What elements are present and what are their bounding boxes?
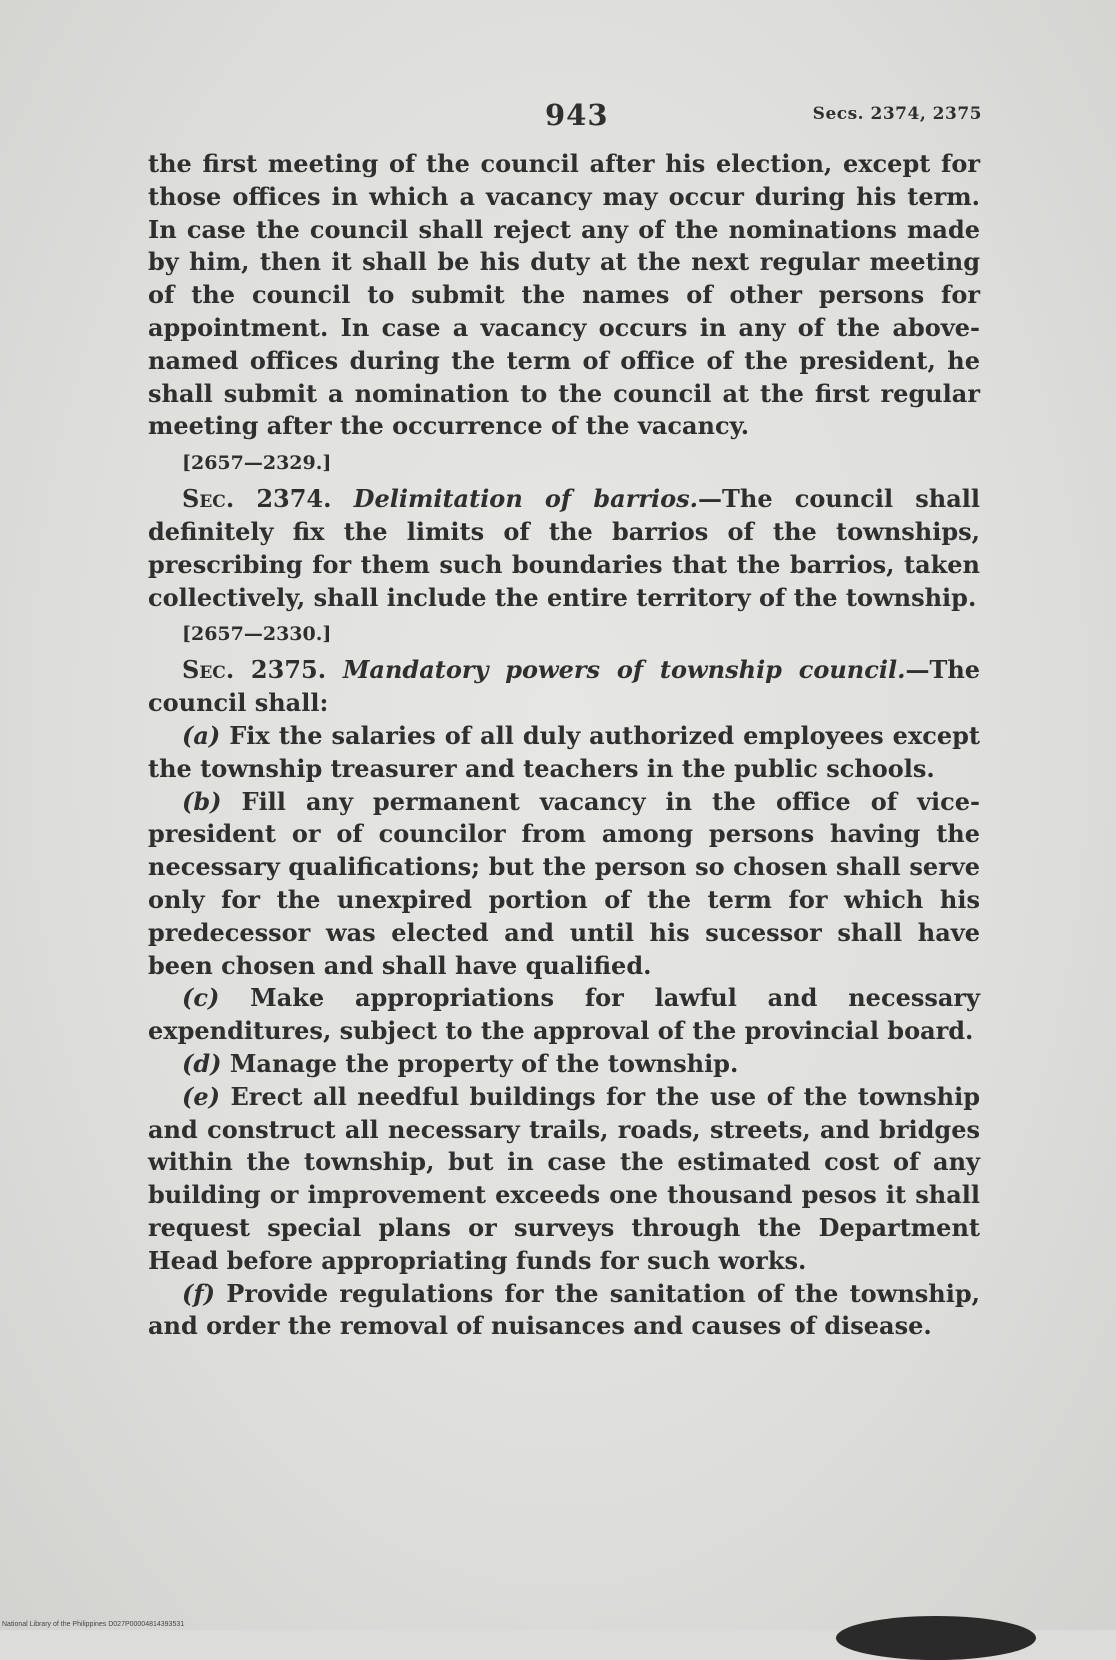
section-2375: [148, 654, 980, 720]
clause-text: Manage the property of the township.: [221, 1048, 739, 1078]
citation-2374: [2657—2329.]: [182, 452, 332, 475]
clause-letter: (e): [182, 1081, 220, 1111]
clause-text: Make appropriations for lawful and necessary expenditures, subject to the approval of the provincial board.: [148, 983, 980, 1046]
clause-a: [148, 720, 980, 786]
clause-letter: (b): [182, 786, 222, 816]
section-caption: Delimitation of barrios.: [353, 484, 699, 514]
clause-text: Provide regulations for the sanitation of the township, and order the removal of nuisances and causes of disease.: [148, 1278, 980, 1341]
section-caption: Mandatory powers of township council.: [342, 655, 906, 685]
citation-2375: [2657—2330.]: [182, 623, 332, 646]
clause-letter: (d): [182, 1048, 222, 1078]
clause-e: [148, 1081, 980, 1278]
clause-f: [148, 1278, 980, 1344]
page-number: 943: [545, 98, 609, 132]
clause-letter: (f): [182, 1278, 216, 1308]
clause-b: [148, 786, 980, 983]
page-edge-shadow: [836, 1616, 1036, 1660]
clause-text: Erect all needful buildings for the use of the township and construct all necessary trails, roads, streets, and bridges within the township, but in case the estimated cost of any building or improvement exceeds one thousand pesos it shall request special plans or surveys through the Department Head before appropriating funds for such works.: [148, 1081, 980, 1275]
running-header: [0, 98, 1116, 138]
page-body: [148, 148, 980, 1343]
section-number: Sec. 2375.: [182, 655, 327, 685]
clause-letter: (a): [182, 720, 221, 750]
continuation-paragraph: the first meeting of the council after his election, except for those offices in which a vacancy may occur during his term. In case the council shall reject any of the nominations made by him, then it shall be his duty at the next regular meeting of the council to submit the names of other persons for appointment. In case a vacancy occurs in any of the above-named offices during the term of office of the president, he shall submit a nomination to the council at the first regular meeting after the occurrence of the vacancy.: [148, 149, 980, 441]
clause-c: [148, 982, 980, 1048]
section-2374: [148, 483, 980, 614]
clause-d: [148, 1048, 980, 1081]
section-text: —The council shall:: [148, 655, 981, 718]
section-number: Sec. 2374.: [182, 484, 332, 514]
archive-credit: National Library of the Philippines D027P00004814393531: [2, 1621, 185, 1628]
clause-letter: (c): [182, 983, 220, 1013]
section-text: —The council shall definitely fix the limits of the barrios of the townships, prescribing for them such boundaries that the barrios, taken collectively, shall include the entire territory of the township.: [148, 484, 981, 612]
section-reference: Secs. 2374, 2375: [812, 104, 982, 124]
clause-text: Fill any permanent vacancy in the office of vice-president or of councilor from among persons having the necessary qualifications; but the person so chosen shall serve only for the unexpired portion of the term for which his predecessor was elected and until his sucessor shall have been chosen and shall have qualified.: [148, 786, 980, 980]
clause-text: Fix the salaries of all duly authorized employees except the township treasurer and teachers in the public schools.: [148, 720, 980, 783]
